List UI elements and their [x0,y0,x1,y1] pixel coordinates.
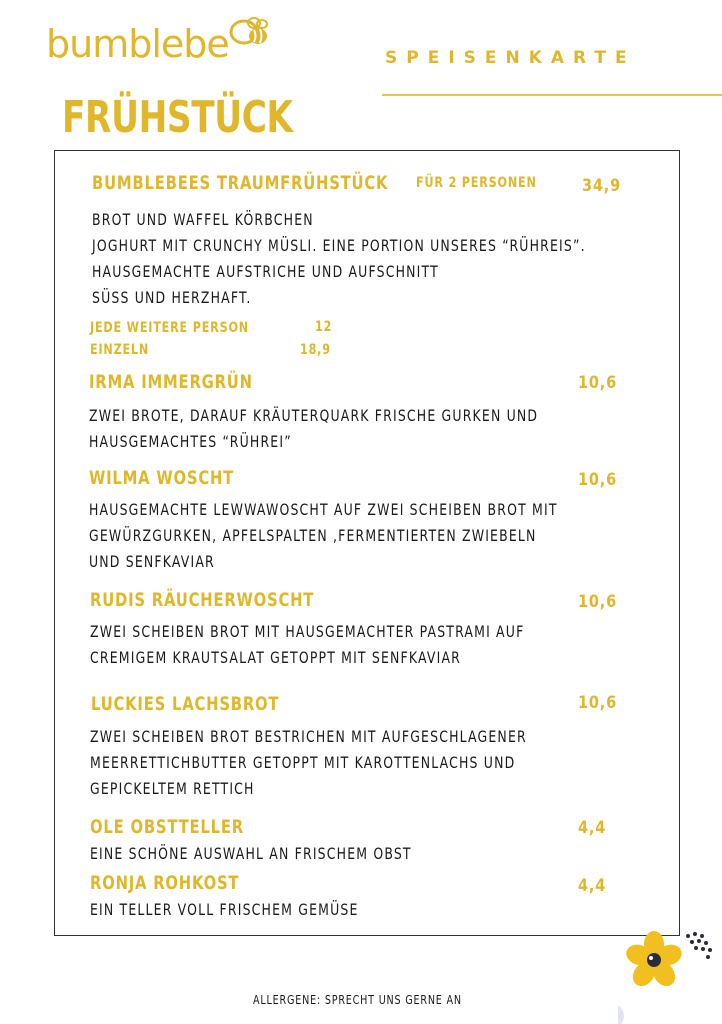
desc-line: MEERRETTICHBUTTER GETOPPT MIT KAROTTENLACHS UND [90,753,516,772]
menu-item-name: BUMBLEBEES TRAUMFRÜHSTÜCK [92,172,389,194]
menu-item-price: 10,6 [578,373,618,393]
header-divider [382,94,722,96]
menu-item-name: LUCKIES LACHSBROT [91,693,280,715]
menu-item-desc [90,841,412,867]
menu-item-desc [89,497,558,575]
desc-line: HAUSGEMACHTE LEWWAWOSCHT AUF ZWEI SCHEIBEN BROT MIT [89,500,558,519]
menu-item-name: RUDIS RÄUCHERWOSCHT [90,589,315,611]
desc-line: HAUSGEMACHTE AUFSTRICHE UND AUFSCHNITT [92,262,439,281]
logo-text: bumblebe [46,22,229,66]
menu-item-price: 10,6 [578,470,618,490]
section-title: FRÜHSTÜCK [62,92,293,143]
extra-label: EINZELN [90,342,150,358]
menu-item-desc [90,897,359,923]
header-title: SPEISENKARTE [385,48,636,68]
menu-item-note: FÜR 2 PERSONEN [416,175,537,191]
desc-line: HAUSGEMACHTES “RÜHREI” [89,432,292,451]
desc-line: GEWÜRZGURKEN, APFELSPALTEN ,FERMENTIERTEN ZWIEBELN [89,526,537,545]
desc-line: JOGHURT MIT CRUNCHY MÜSLI. EINE PORTION UNSERES “RÜHREIS”. [92,236,586,255]
desc-line: ZWEI SCHEIBEN BROT BESTRICHEN MIT AUFGESCHLAGENER [90,727,527,746]
flower-icon [618,926,722,1024]
menu-item-price: 4,4 [578,876,607,896]
desc-line: EIN TELLER VOLL FRISCHEM GEMÜSE [90,900,359,919]
desc-line: GEPICKELTEM RETTICH [90,779,255,798]
bee-icon [218,14,268,54]
extra-price: 12 [315,319,333,335]
menu-item-desc [90,619,524,671]
menu-item-price: 10,6 [578,592,618,612]
menu-item-name: RONJA ROHKOST [90,872,240,894]
desc-line: ZWEI BROTE, DARAUF KRÄUTERQUARK FRISCHE GURKEN UND [89,406,539,425]
menu-item-price: 10,6 [578,693,618,713]
extra-price: 18,9 [300,342,331,358]
menu-item-desc [92,207,586,311]
menu-item-price: 4,4 [578,818,607,838]
desc-line: UND SENFKAVIAR [89,552,215,571]
allergens-note: ALLERGENE: SPRECHT UNS GERNE AN [253,993,462,1007]
desc-line: ZWEI SCHEIBEN BROT MIT HAUSGEMACHTER PASTRAMI AUF [90,622,525,641]
menu-item-desc [90,724,527,802]
menu-item-name: WILMA WOSCHT [89,467,235,489]
extra-label: JEDE WEITERE PERSON [90,320,249,336]
desc-line: EINE SCHÖNE AUSWAHL AN FRISCHEM OBST [90,844,412,863]
desc-line: BROT UND WAFFEL KÖRBCHEN [92,210,314,229]
menu-item-desc [89,403,538,455]
menu-item-price: 34,9 [582,176,622,196]
desc-line: CREMIGEM KRAUTSALAT GETOPPT MIT SENFKAVIAR [90,648,462,667]
logo [46,14,276,74]
menu-item-name: IRMA IMMERGRÜN [89,371,253,393]
desc-line: SÜSS UND HERZHAFT. [92,288,252,307]
menu-item-name: OLE OBSTTELLER [90,816,244,838]
